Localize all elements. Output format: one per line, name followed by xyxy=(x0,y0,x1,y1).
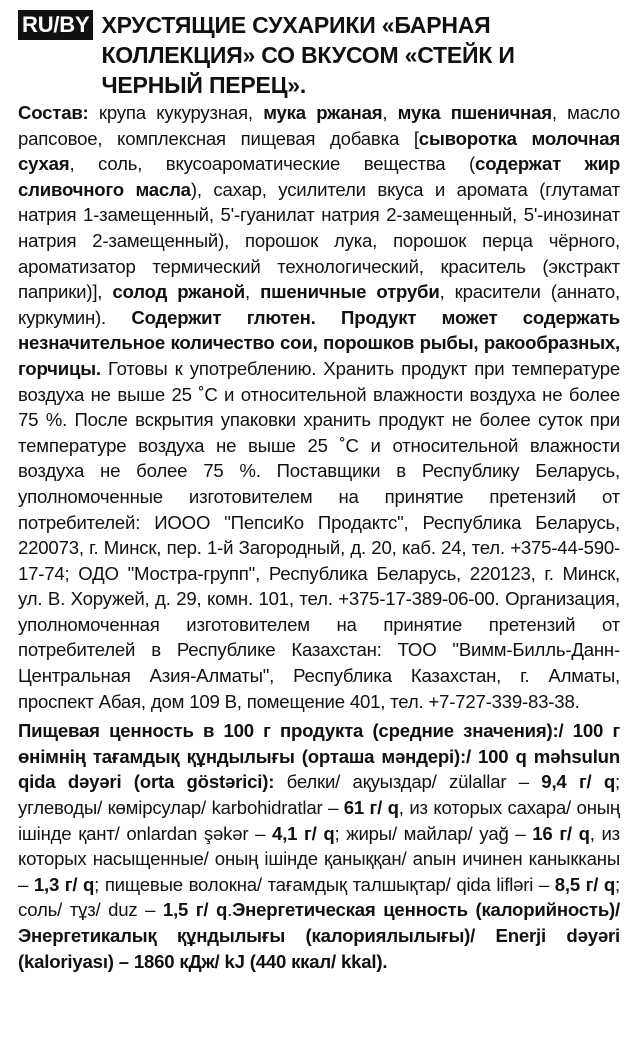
composition-part: , масло рапсовое, комплексная пищевая добавка [ xyxy=(18,102,620,149)
fiber-value: 8,5 г/ q xyxy=(554,873,616,895)
product-title xyxy=(18,10,620,100)
nutrition-part: ; углеводы/ көмірсулар/ karbohidratlar – xyxy=(18,771,620,819)
nutrition-part: ; пищевые волокна/ тағамдық талшықтар/ qida lifləri – xyxy=(94,873,555,895)
nutrition-part: , из которых насыщенные/ оның ішінде қаныққан/ anын ичинен каныкканы – xyxy=(18,822,620,895)
allergen-rye-flour: мука ржаная xyxy=(263,102,383,123)
allergen-rye-malt: солод ржаной xyxy=(112,281,245,303)
allergen-whey: сыворотка молочная сухая xyxy=(18,127,620,175)
nutrition-part: белки/ ақуыздар/ zülallar – xyxy=(274,771,542,793)
nutrition-part: ; соль/ тұз/ duz – xyxy=(18,873,621,921)
composition-part: , xyxy=(244,281,261,303)
composition-part: крупа кукурузная, xyxy=(88,102,264,123)
nutrition-heading: Пищевая ценность в 100 г продукта (средние значения):/ 100 г өнімнің тағамдық құндылығы (орташа мәндері):/ 100 q məhsulun qida dəyəri (orta göstərici): xyxy=(18,720,620,793)
composition-part: , красители (аннато, куркумин). xyxy=(18,281,620,328)
country-badge: RU/BY xyxy=(18,10,93,40)
allergen-butter-fat: содержат жир сливочного масла xyxy=(18,153,620,200)
allergen-wheat-flour: мука пшеничная xyxy=(397,102,552,123)
salt-value: 1,5 г/ q xyxy=(162,899,228,921)
fat-value: 16 г/ q xyxy=(532,822,590,844)
carbohydrates-value: 61 г/ q xyxy=(343,797,399,819)
nutrition-part: ; жиры/ майлар/ yağ – xyxy=(334,822,533,844)
nutrition-part: , из которых сахара/ оның ішінде қант/ onlardan şəkər – xyxy=(18,797,620,844)
nutrition-text xyxy=(18,718,620,974)
protein-value: 9,4 г/ q xyxy=(541,771,616,793)
energy-value: Энергетическая ценность (калорийность)/ Энергетикалық құндылығы (калориялылығы)/ Enerji dəyəri (kaloriyası) – 1860 кДж/ kJ (440 ккал/ kkal). xyxy=(18,899,621,972)
composition-heading: Состав: xyxy=(18,102,89,123)
composition-part: ), сахар, усилители вкуса и аромата (глутамат натрия 1-замещенный, 5'-гуанилат натрия 2-замещенный, 5'-инозинат натрия 2-замещенный), порошок лука, порошок перца чёрного, ароматизатор термический технологический, краситель (экстракт паприки)], xyxy=(18,178,620,303)
composition-text xyxy=(18,100,620,714)
saturated-fat-value: 1,3 г/ q xyxy=(33,873,95,895)
allergen-warning: Содержит глютен. Продукт может содержать незначительное количество сои, порошков рыбы, ракообразных, горчицы. xyxy=(18,306,620,379)
nutrition-part: . xyxy=(227,899,233,921)
composition-part: , соль, вкусоароматические вещества ( xyxy=(69,153,476,175)
sugar-value: 4,1 г/ q xyxy=(272,822,335,844)
storage-and-supplier-info: Готовы к употреблению. Хранить продукт при температуре воздуха не выше 25 ˚С и относительной влажности воздуха не более 75 %. После вскрытия упаковки хранить продукт не более суток при температуре воздуха не выше 25 ˚С и относительной влажности воздуха не более 75 %. Поставщики в Республику Беларусь, уполномоченные изготовителем на принятие претензий от потребителей: ИООО "ПепсиКо Продактс", Республика Беларусь, 220073, г. Минск, пер. 1-й Загородный, д. 20, каб. 24, тел. +375-44-590-17-74; ОДО "Мостра-групп", Республика Беларусь, 220123, г. Минск, ул. В. Хоружей, д. 29, комн. 101, тел. +375-17-389-06-00. Организация, уполномоченная изготовителем на принятие претензий от потребителей в Республике Казахстан: ТОО "Вимм-Билль-Данн-Центральная Азия-Алматы", Республика Казахстан, г. Алматы, проспект Абая, дом 109 В, помещение 401, тел. +7-727-339-83-38. xyxy=(18,357,620,712)
product-name: ХРУСТЯЩИЕ СУХАРИКИ «БАРНАЯ КОЛЛЕКЦИЯ» СО ВКУСОМ «СТЕЙК И ЧЕРНЫЙ ПЕРЕЦ». xyxy=(101,12,515,98)
composition-part: , xyxy=(382,102,398,123)
allergen-wheat-bran: пшеничные отруби xyxy=(260,281,440,303)
